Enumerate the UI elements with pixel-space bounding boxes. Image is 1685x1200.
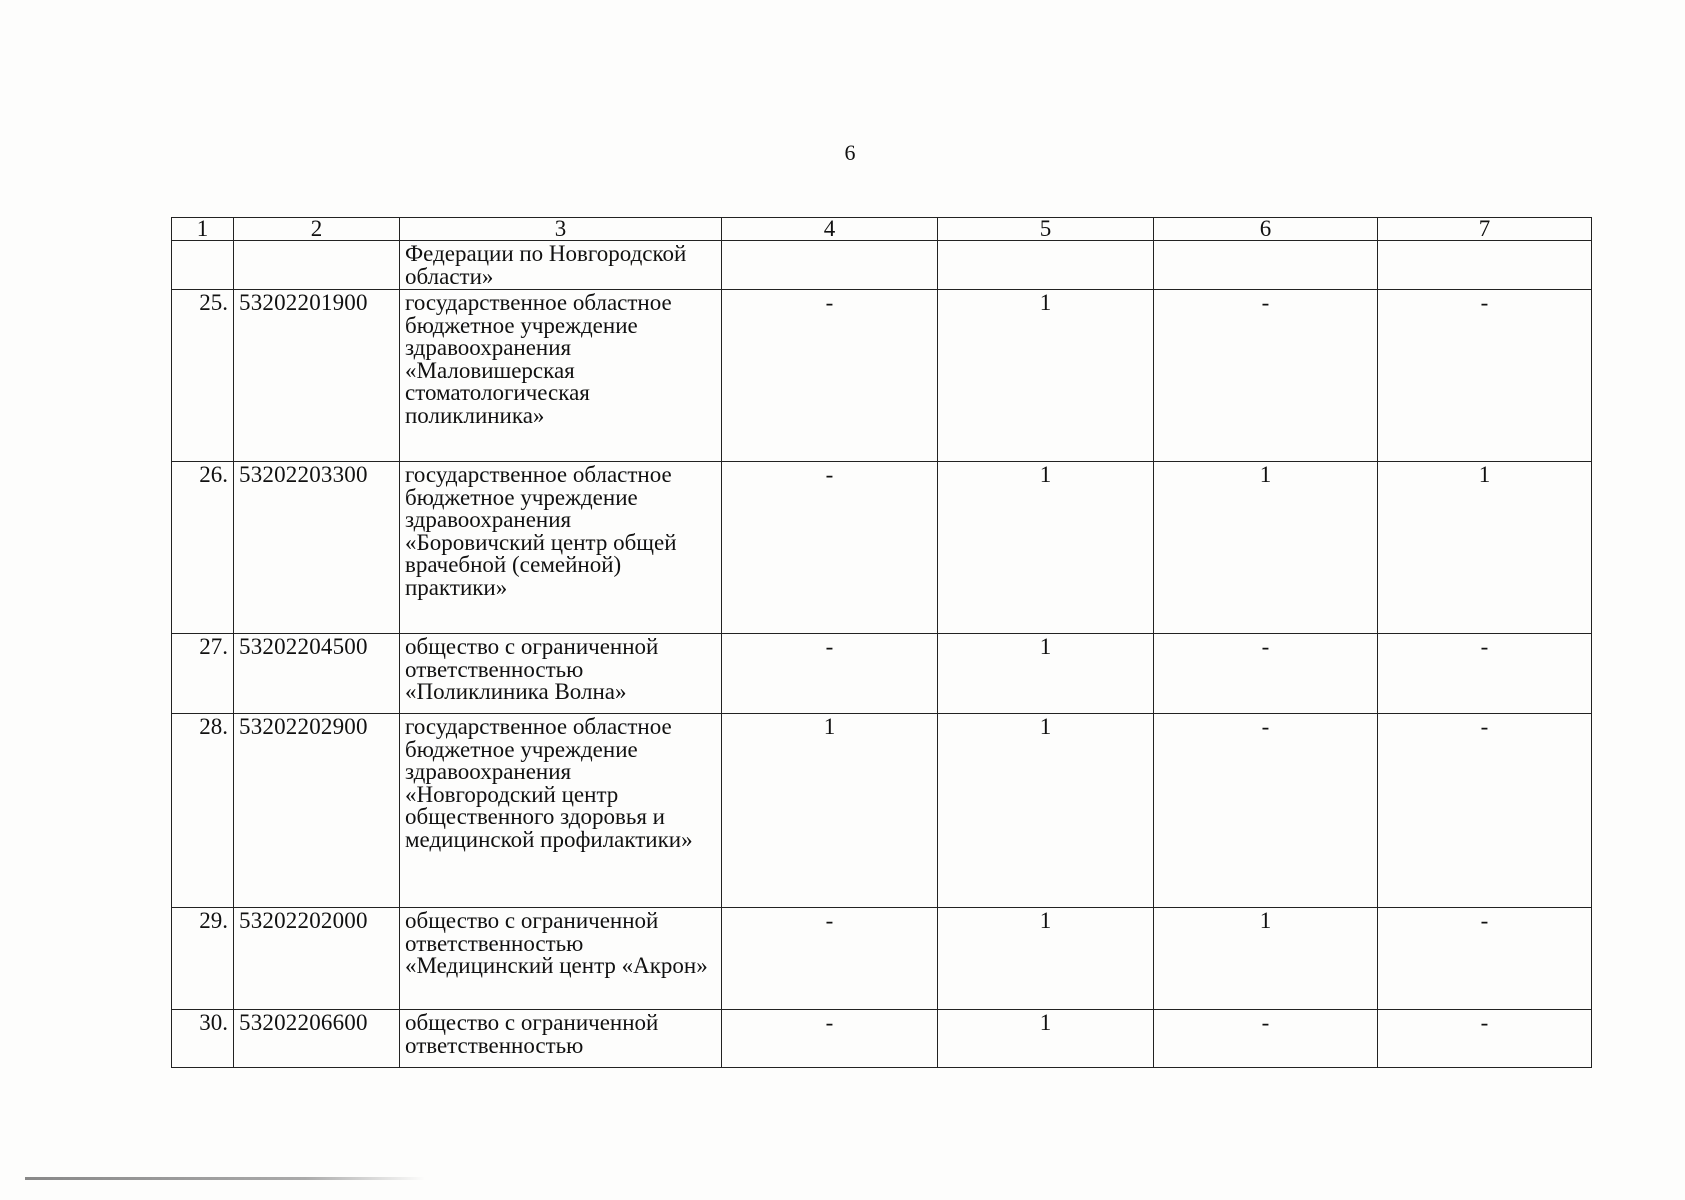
row-value-cell: - bbox=[1378, 714, 1592, 908]
row-value-cell: - bbox=[1378, 1010, 1592, 1068]
row-number-cell: 27. bbox=[172, 634, 234, 714]
row-value-cell: 1 bbox=[1154, 908, 1378, 1010]
row-value-cell: - bbox=[1154, 290, 1378, 462]
table-row bbox=[172, 908, 1592, 1010]
row-value-cell: 1 bbox=[938, 1010, 1154, 1068]
row-value-cell: - bbox=[1154, 1010, 1378, 1068]
row-value-cell: - bbox=[1378, 634, 1592, 714]
row-number-cell: 28. bbox=[172, 714, 234, 908]
row-name-cell: Федерации по Новгородской области» bbox=[400, 241, 722, 290]
header-cell: 1 bbox=[172, 218, 234, 241]
row-value-cell: - bbox=[722, 1010, 938, 1068]
header-cell: 6 bbox=[1154, 218, 1378, 241]
table-row bbox=[172, 1010, 1592, 1068]
row-value-cell: 1 bbox=[938, 462, 1154, 634]
row-number-cell bbox=[172, 241, 234, 290]
row-value-cell: - bbox=[1378, 290, 1592, 462]
row-name-cell: государственное областное бюджетное учреждение здравоохранения «Новгородский центр общественного здоровья и медицинской профилактики» bbox=[400, 714, 722, 908]
row-number-cell: 25. bbox=[172, 290, 234, 462]
row-value-cell: - bbox=[722, 462, 938, 634]
row-code-cell: 53202202000 bbox=[234, 908, 400, 1010]
row-name-cell: общество с ограниченной ответственностью bbox=[400, 1010, 722, 1068]
row-code-cell: 53202204500 bbox=[234, 634, 400, 714]
row-value-cell bbox=[722, 241, 938, 290]
row-value-cell bbox=[1378, 241, 1592, 290]
row-number-cell: 29. bbox=[172, 908, 234, 1010]
row-code-cell bbox=[234, 241, 400, 290]
row-value-cell: 1 bbox=[938, 634, 1154, 714]
header-cell: 5 bbox=[938, 218, 1154, 241]
row-name-cell: государственное областное бюджетное учреждение здравоохранения «Маловишерская стоматологическая поликлиника» bbox=[400, 290, 722, 462]
row-value-cell: 1 bbox=[1154, 462, 1378, 634]
row-number-cell: 30. bbox=[172, 1010, 234, 1068]
row-code-cell: 53202201900 bbox=[234, 290, 400, 462]
row-value-cell bbox=[1154, 241, 1378, 290]
table-row bbox=[172, 241, 1592, 290]
row-value-cell: 1 bbox=[938, 908, 1154, 1010]
page-number: 6 bbox=[844, 140, 856, 165]
row-value-cell: - bbox=[1154, 714, 1378, 908]
row-name-cell: общество с ограниченной ответственностью «Поликлиника Волна» bbox=[400, 634, 722, 714]
header-cell: 3 bbox=[400, 218, 722, 241]
header-cell: 4 bbox=[722, 218, 938, 241]
row-value-cell: - bbox=[722, 290, 938, 462]
row-value-cell: 1 bbox=[1378, 462, 1592, 634]
table-row bbox=[172, 714, 1592, 908]
table-row bbox=[172, 634, 1592, 714]
row-number-cell: 26. bbox=[172, 462, 234, 634]
row-value-cell: - bbox=[722, 634, 938, 714]
table-header-row bbox=[172, 218, 1592, 241]
row-code-cell: 53202203300 bbox=[234, 462, 400, 634]
row-value-cell: 1 bbox=[722, 714, 938, 908]
row-value-cell: - bbox=[1154, 634, 1378, 714]
row-code-cell: 53202202900 bbox=[234, 714, 400, 908]
header-cell: 2 bbox=[234, 218, 400, 241]
row-name-cell: государственное областное бюджетное учреждение здравоохранения «Боровичский центр общей врачебной (семейной) практики» bbox=[400, 462, 722, 634]
data-table bbox=[171, 217, 1592, 1068]
row-value-cell bbox=[938, 241, 1154, 290]
row-value-cell: - bbox=[722, 908, 938, 1010]
header-cell: 7 bbox=[1378, 218, 1592, 241]
row-name-cell: общество с ограниченной ответственностью «Медицинский центр «Акрон» bbox=[400, 908, 722, 1010]
table-row bbox=[172, 290, 1592, 462]
row-value-cell: 1 bbox=[938, 290, 1154, 462]
bottom-scan-rule bbox=[25, 1177, 425, 1180]
table-row bbox=[172, 462, 1592, 634]
row-value-cell: - bbox=[1378, 908, 1592, 1010]
row-code-cell: 53202206600 bbox=[234, 1010, 400, 1068]
row-value-cell: 1 bbox=[938, 714, 1154, 908]
